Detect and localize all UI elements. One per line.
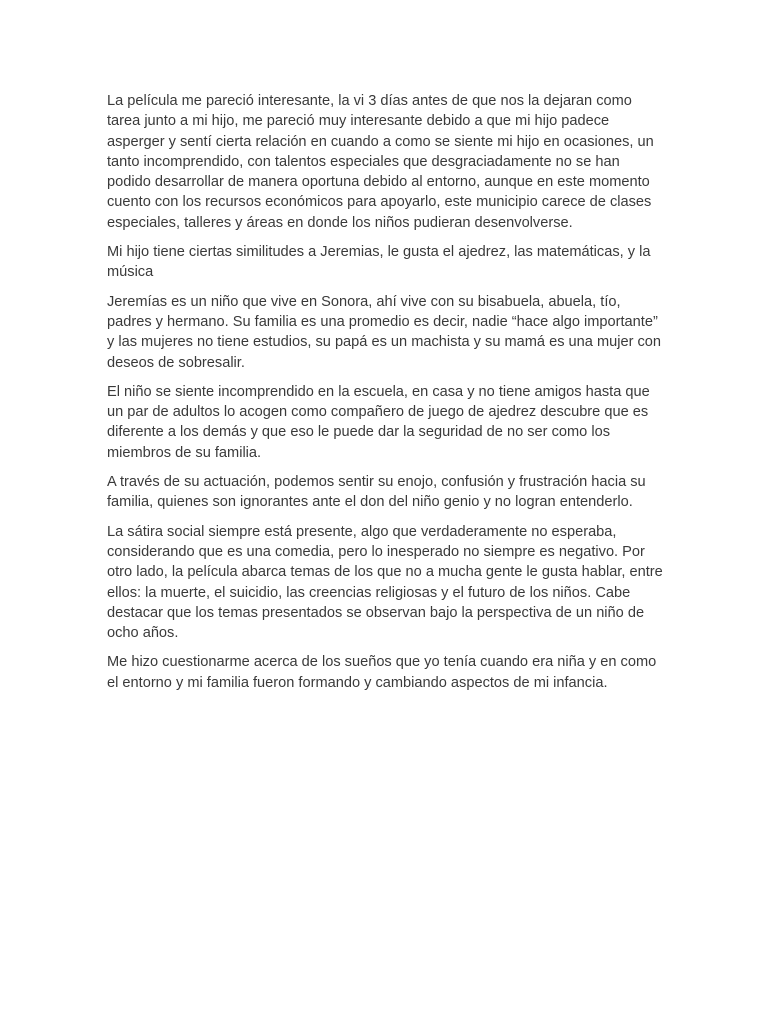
paragraph-5: A través de su actuación, podemos sentir su enojo, confusión y frustración hacia su familia, quienes son ignorantes ante el don del niño genio y no logran entenderlo. — [107, 474, 646, 511]
paragraph-7: Me hizo cuestionarme acerca de los sueños que yo tenía cuando era niña y en como el entorno y mi familia fueron formando y cambiando aspectos de mi infancia. — [107, 654, 657, 691]
document-body — [107, 91, 667, 702]
paragraph-3: Jeremías es un niño que vive en Sonora, ahí vive con su bisabuela, abuela, tío, padres y hermano. Su familia es una promedio es decir, nadie “hace algo importante” y las mujeres no tiene estudios, su papá es un machista y su mamá es una mujer con deseos de sobresalir. — [107, 293, 662, 371]
paragraph-6: La sátira social siempre está presente, algo que verdaderamente no esperaba, considerando que es una comedia, pero lo inesperado no siempre es negativo. Por otro lado, la película abarca temas de los que no a mucha gente le gusta hablar, entre ellos: la muerte, el suicidio, las creencias religiosas y el futuro de los niños. Cabe destacar que los temas presentados se observan bajo la perspectiva de un niño de ocho años. — [107, 523, 663, 642]
paragraph-4: El niño se siente incomprendido en la escuela, en casa y no tiene amigos hasta que un par de adultos lo acogen como compañero de juego de ajedrez descubre que es diferente a los demás y que eso le puede dar la seguridad de no ser como los miembros de su familia. — [107, 383, 650, 461]
paragraph-2: Mi hijo tiene ciertas similitudes a Jeremias, le gusta el ajedrez, las matemáticas, y la música — [107, 244, 651, 281]
paragraph-1: La película me pareció interesante, la vi 3 días antes de que nos la dejaran como tarea junto a mi hijo, me pareció muy interesante debido a que mi hijo padece asperger y sentí cierta relación en cuando a como se siente mi hijo en ocasiones, un tanto incomprendido, con talentos especiales que desgraciadamente no se han podido desarrollar de manera oportuna debido al entorno, aunque en este momento cuento con los recursos económicos para apoyarlo, este municipio carece de clases especiales, talleres y áreas en donde los niños pudieran desenvolverse. — [107, 93, 654, 231]
